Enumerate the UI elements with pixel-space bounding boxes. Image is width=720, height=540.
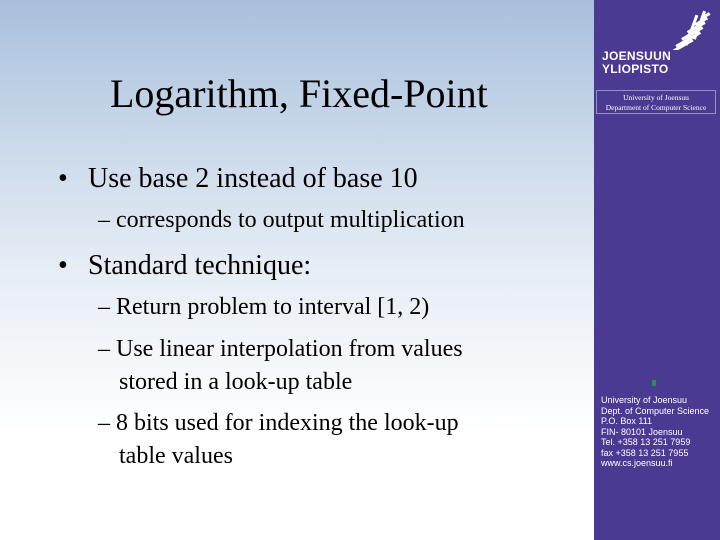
university-name-line1: JOENSUUN (602, 49, 672, 63)
sub-bullet-continuation: stored in a look-up table (119, 369, 353, 395)
sub-bullet-continuation: table values (119, 443, 233, 469)
logo-mark-icon (594, 0, 720, 50)
contact-website-link[interactable]: www.cs.joensuu.fi (601, 458, 673, 468)
contact-line: FIN- 80101 Joensuu (601, 426, 683, 437)
department-box (596, 90, 716, 114)
university-sidebar (594, 0, 720, 540)
contact-line: P.O. Box 111 (601, 416, 653, 426)
sub-bullet: – Use linear interpolation from values (98, 336, 463, 362)
sub-bullet: – corresponds to output multiplication (98, 207, 465, 233)
university-name (602, 50, 671, 76)
department-line1: University of Joensuu (623, 93, 689, 102)
contact-info (601, 395, 709, 469)
slide-title: Logarithm, Fixed-Point (110, 71, 488, 116)
department-line2: Department of Computer Science (605, 103, 707, 112)
bullet-dot: • (58, 250, 68, 281)
bullet-2-text: Standard technique: (88, 250, 312, 281)
contact-line: fax +358 13 251 7955 (601, 447, 689, 458)
contact-line: University of Joensuu (601, 395, 688, 405)
sub-bullet: – Return problem to interval [1, 2) (98, 294, 430, 320)
sub-bullet: – 8 bits used for indexing the look-up (98, 410, 459, 436)
university-logo (594, 0, 720, 120)
bullet-dot: • (58, 163, 68, 194)
contact-line: Dept. of Computer Science (601, 405, 710, 416)
accent-square (652, 380, 656, 386)
contact-line: Tel. +358 13 251 7959 (601, 437, 691, 447)
university-name-line2: YLIOPISTO (602, 62, 669, 76)
bullet-1-text: Use base 2 instead of base 10 (88, 163, 418, 194)
